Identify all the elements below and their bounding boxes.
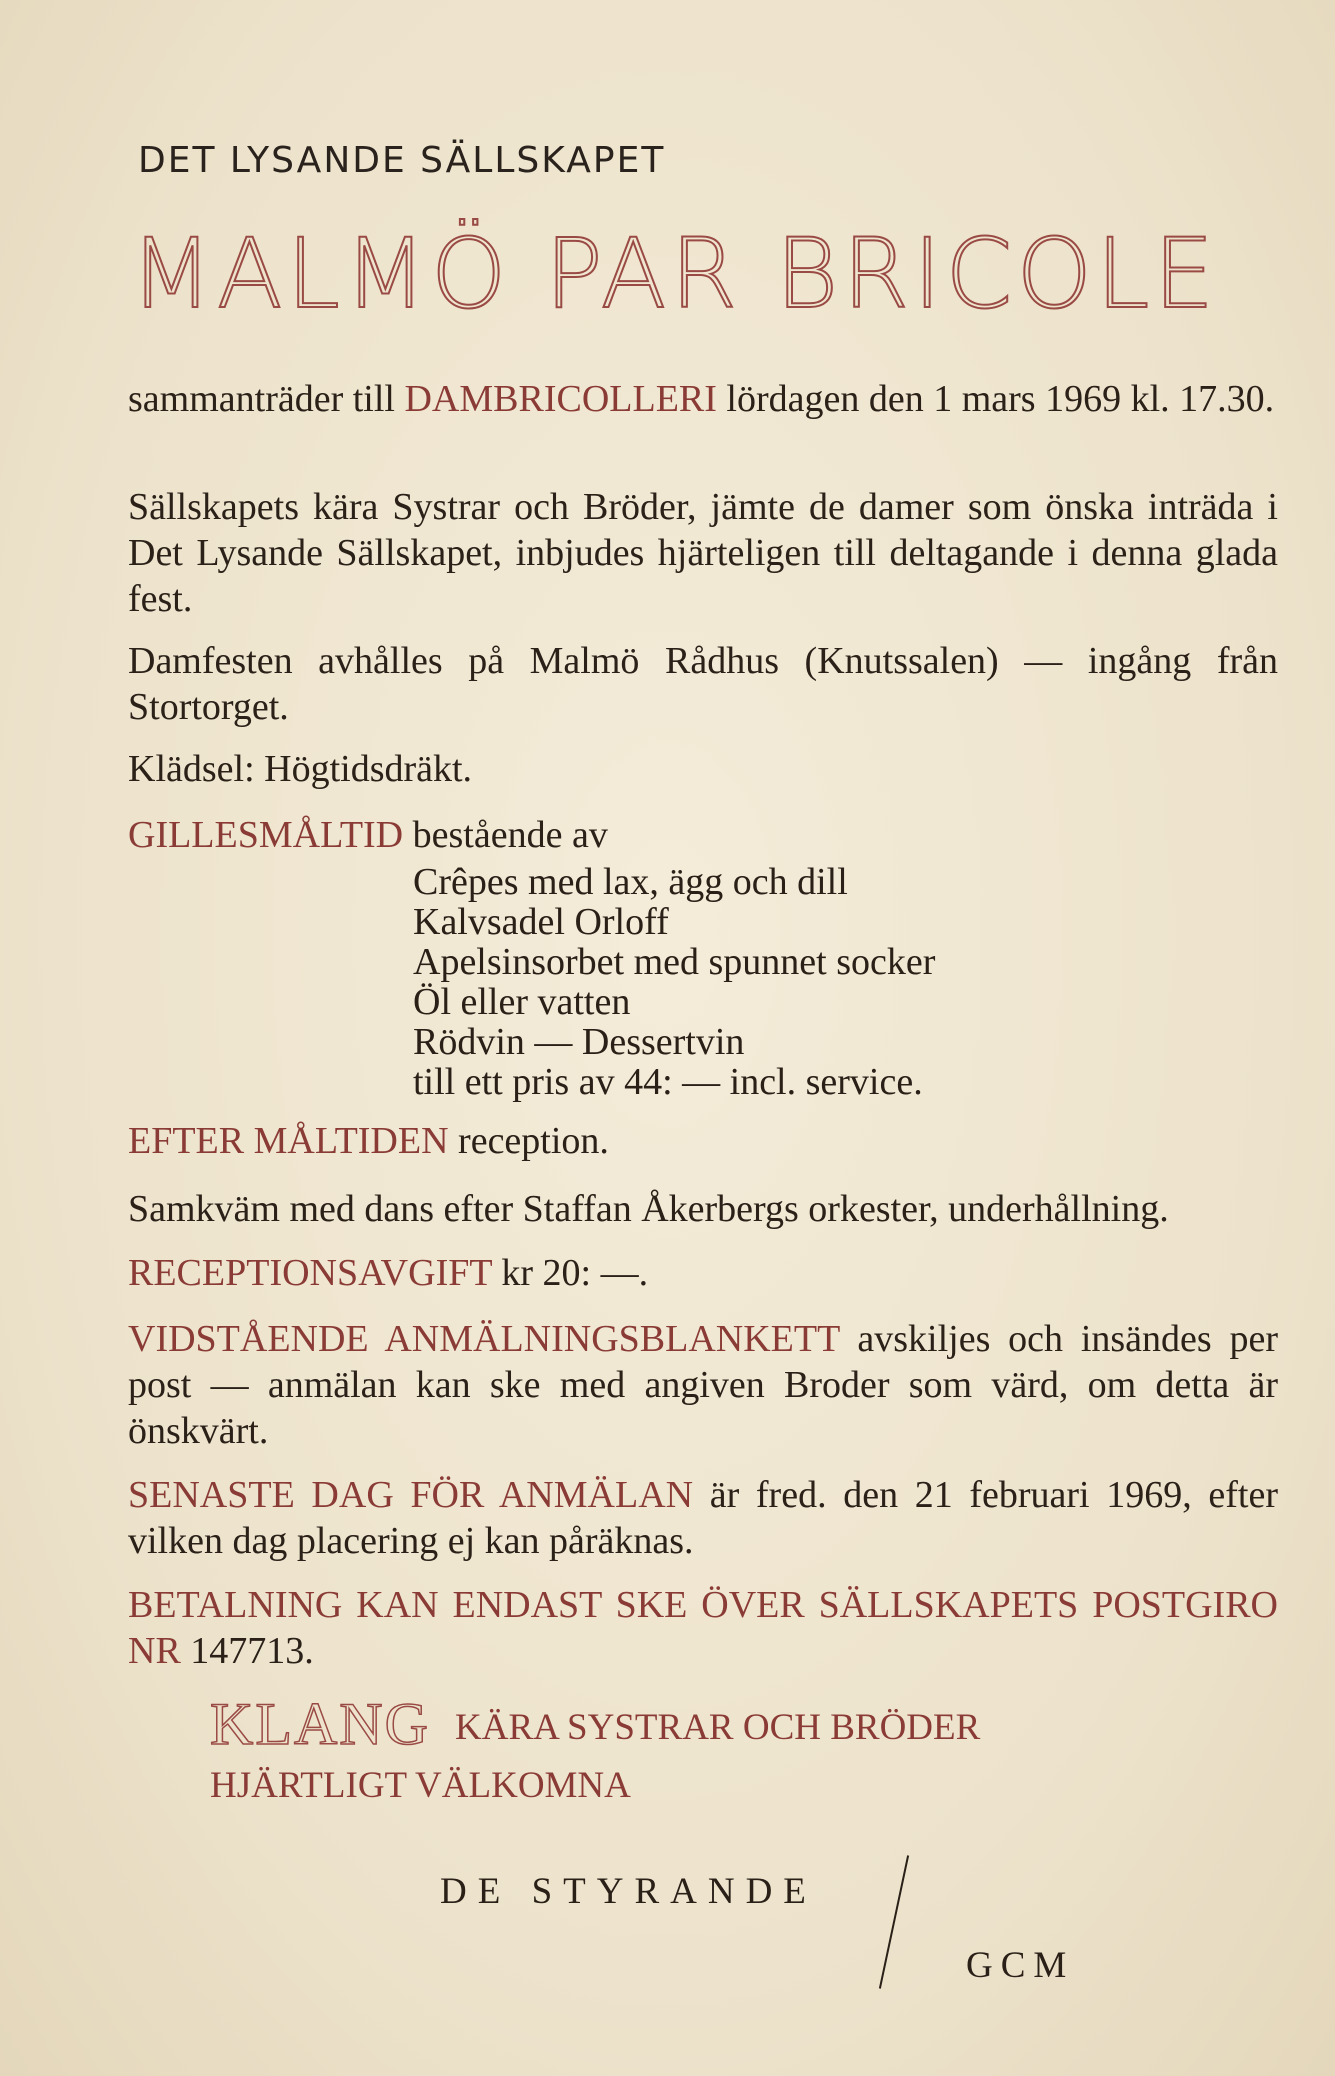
initials-text: GCM (966, 1945, 1075, 1986)
paragraph-after-dinner (128, 1118, 1278, 1164)
event-name: DAMBRICOLLERI (404, 378, 717, 420)
paragraph-dance: Samkväm med dans efter Staffan Åkerbergs orkester, underhållning. (128, 1188, 1169, 1230)
menu-list (413, 862, 1113, 1102)
deadline-heading: SENASTE DAG FÖR ANMÄLAN (128, 1474, 694, 1516)
greeting-line-2: HJÄRTLIGT VÄLKOMNA (210, 1765, 631, 1806)
paragraph-meeting (128, 376, 1278, 422)
paragraph-deadline (128, 1472, 1278, 1564)
paragraph-dinner (128, 812, 1278, 858)
payment-heading: BETALNING KAN ENDAST SKE ÖVER SÄLLSKAPETS POSTGIRO NR (128, 1584, 1278, 1672)
meeting-suffix: lördagen den 1 mars 1969 kl. 17.30. (716, 378, 1275, 420)
dinner-suffix: bestående av (403, 814, 608, 856)
postgiro-number: 147713. (180, 1630, 314, 1672)
signature-slash (879, 1855, 909, 1988)
dinner-heading: GILLESMÅLTID (128, 814, 404, 856)
registration-form-heading: VIDSTÅENDE ANMÄLNINGSBLANKETT (128, 1318, 840, 1360)
menu-item: till ett pris av 44: — incl. service. (413, 1061, 923, 1103)
paragraph-dresscode: Klädsel: Högtidsdräkt. (128, 748, 473, 790)
paragraph-registration-form (128, 1316, 1278, 1454)
paragraph-reception-fee (128, 1250, 1278, 1296)
menu-item: Apelsinsorbet med spunnet socker (413, 941, 936, 983)
paragraph-payment (128, 1582, 1278, 1674)
greeting-line-1: KÄRA SYSTRAR OCH BRÖDER (455, 1707, 981, 1748)
after-dinner-suffix: reception. (448, 1120, 609, 1162)
registration-form-text: avskiljes och insändes per post — anmälan kan ske med angiven Broder som värd, om detta är önskvärt. (128, 1318, 1278, 1452)
invitation-title: MALMÖ PAR BRICOLE (130, 218, 1219, 330)
menu-item: Kalvsadel Orloff (413, 901, 669, 943)
reception-fee-amount: kr 20: —. (491, 1252, 649, 1294)
paragraph-venue: Damfesten avhålles på Malmö Rådhus (Knutssalen) — ingång från Stortorget. (128, 640, 1278, 728)
deadline-text: är fred. den 21 februari 1969, efter vilken dag placering ej kan påräknas. (128, 1474, 1279, 1562)
menu-item: Öl eller vatten (413, 981, 631, 1023)
meeting-prefix: sammanträder till (128, 378, 405, 420)
klang-heading: KLANG (210, 1691, 430, 1757)
paragraph-invitation: Sällskapets kära Systrar och Bröder, jämte de damer som önska inträda i Det Lysande Sällskapet, inbjudes hjärteligen till deltagande i denna glada fest. (128, 486, 1278, 620)
reception-fee-heading: RECEPTIONSAVGIFT (128, 1252, 492, 1294)
signature-text: DE STYRANDE (440, 1871, 817, 1912)
menu-item: Rödvin — Dessertvin (413, 1021, 745, 1063)
society-name: DET LYSANDE SÄLLSKAPET (138, 140, 666, 181)
after-dinner-heading: EFTER MÅLTIDEN (128, 1120, 449, 1162)
menu-item: Crêpes med lax, ägg och dill (413, 861, 848, 903)
